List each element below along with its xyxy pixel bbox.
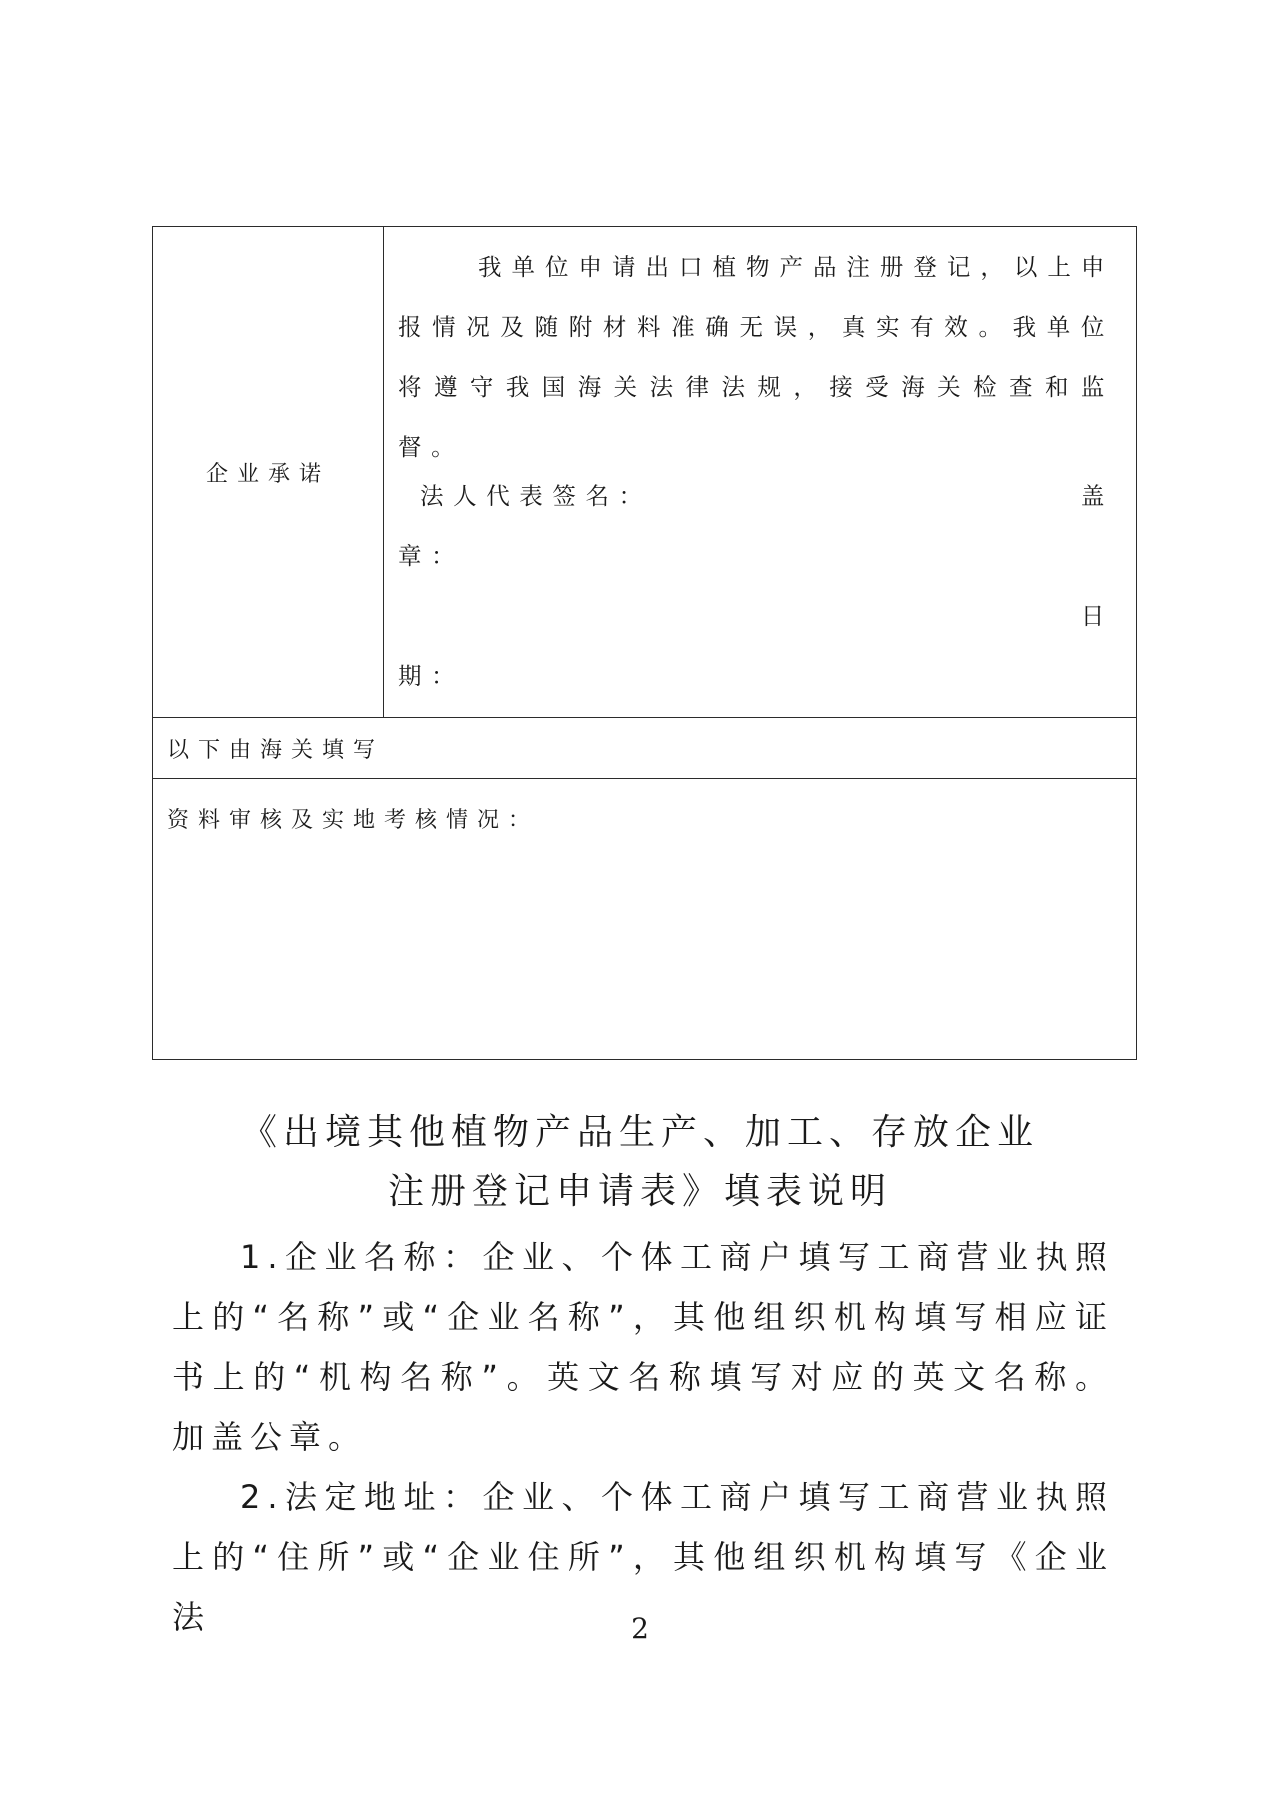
- instruction-item-2: 2.法定地址：企业、个体工商户填写工商营业执照上的“住所”或“企业住所”，其他组织机构填写《企业法: [172, 1478, 1114, 1636]
- instruction-item-1: 1.企业名称：企业、个体工商户填写工商营业执照上的“名称”或“企业名称”，其他组织机构填写相应证书上的“机构名称”。英文名称填写对应的英文名称。加盖公章。: [172, 1238, 1114, 1456]
- instructions-title-line1: 《出境其他植物产品生产、加工、存放企业: [240, 1112, 1039, 1153]
- commitment-row: [153, 227, 1137, 718]
- registration-form-table: [152, 226, 1137, 1060]
- commitment-cell: [384, 227, 1137, 718]
- review-row: [153, 779, 1137, 1060]
- date-label-a: 日: [1080, 602, 1114, 630]
- signature-label: 法人代表签名：: [420, 482, 652, 510]
- customs-fill-label: 以下由海关填写: [153, 718, 1137, 779]
- seal-label-a: 盖: [1080, 482, 1114, 510]
- date-label-b: 期：: [398, 662, 465, 690]
- seal-label-b: 章：: [398, 542, 465, 570]
- signature-block: [398, 477, 1114, 717]
- customs-fill-row: [153, 718, 1137, 779]
- page-number: 2: [631, 1612, 649, 1645]
- review-label: 资料审核及实地考核情况：: [153, 779, 1137, 1060]
- commitment-text: 我单位申请出口植物产品注册登记，以上申报情况及随附材料准确无误，真实有效。我单位将遵守我国海关法律法规，接受海关检查和监督。: [398, 253, 1114, 461]
- instructions-title-line2: 注册登记申请表》填表说明: [387, 1171, 892, 1212]
- commitment-label: 企业承诺: [153, 227, 384, 718]
- instructions-body: [172, 1227, 1114, 1647]
